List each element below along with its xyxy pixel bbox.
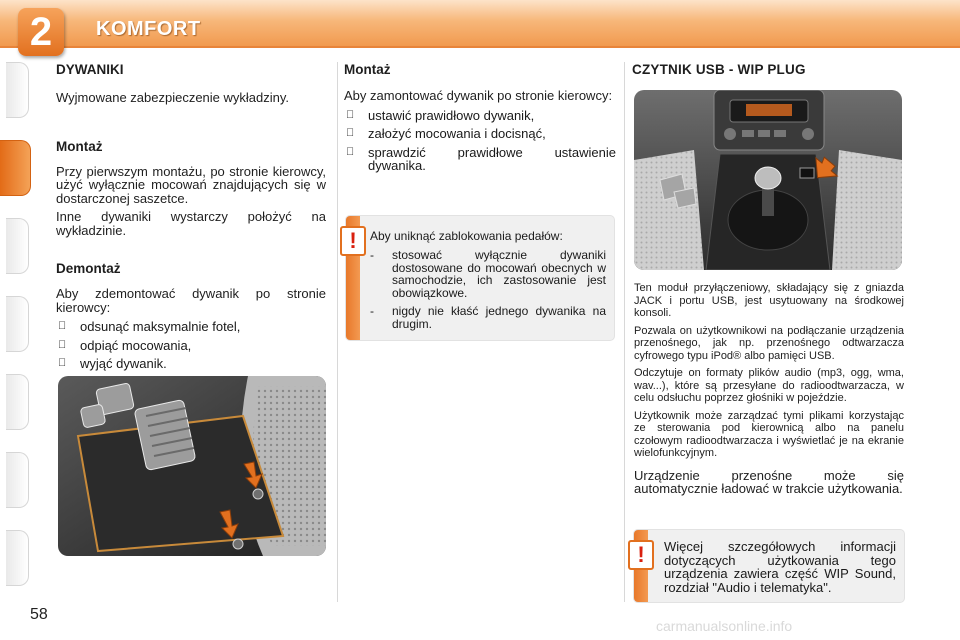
column-usb — [632, 58, 904, 77]
list-item: odpiąć mocowania, — [56, 339, 326, 353]
chapter-number-badge: 2 — [18, 8, 64, 56]
warning-content — [370, 230, 606, 330]
usb-text-block — [634, 282, 904, 496]
column-divider — [337, 62, 338, 602]
finger-bullet-icon — [346, 109, 354, 123]
page-number: 58 — [30, 606, 48, 623]
column-mats — [56, 58, 326, 376]
info-text: Więcej szczegółowych informacji dotyczących użytkowania tego urządzenia zawiera część WIP Sound, rozdział "Audio i telematyka". — [664, 539, 896, 595]
usb-paragraph: Pozwala on użytkownikowi na podłączanie urządzenia przenośnego, jak np. przenośnego odtwarzacza cyfrowego typu iPod® albo pamięci USB. — [634, 324, 904, 362]
finger-bullet-icon — [346, 146, 354, 160]
warning-exclamation-icon: ! — [628, 540, 654, 570]
chapter-tab-1[interactable] — [6, 62, 29, 118]
column-divider — [624, 62, 625, 602]
mount-paragraph-2: Inne dywaniki wystarczy położyć na wykładzinie. — [56, 209, 326, 238]
list-item: założyć mocowania i docisnąć, — [344, 127, 616, 141]
section-title-mount: Montaż — [56, 138, 103, 154]
pedal-warning-box — [346, 216, 614, 340]
column-mount — [344, 58, 616, 178]
floor-mat-photo — [58, 376, 326, 556]
page-header — [0, 0, 960, 54]
chapter-tab-2-active[interactable] — [0, 140, 31, 196]
section-title-mount-2: Montaż — [344, 62, 391, 77]
remove-steps — [56, 320, 326, 371]
section-title-mats: DYWANIKI — [56, 62, 124, 77]
chapter-tab-5[interactable] — [6, 374, 29, 430]
usb-paragraph: Ten moduł przyłączeniowy, składający się z gniazda JACK i portu USB, jest usytuowany na środkowej konsoli. — [634, 282, 904, 319]
chapter-title: KOMFORT — [96, 18, 201, 40]
usb-charging-note: Urządzenie przenośne może się automatycznie ładować w trakcie użytkowania. — [634, 467, 904, 496]
chapter-tab-6[interactable] — [6, 452, 29, 508]
watermark-text: carmanualsonline.info — [656, 618, 793, 634]
mount-paragraph: Przy pierwszym montażu, po stronie kierowcy, użyć wyłącznie mocowań znajdujących się w dostarczonej saszetce. — [56, 163, 326, 206]
usb-paragraph: Odczytuje on formaty plików audio (mp3, ogg, wma, wav...), które są przesyłane do radioodtwarzacza, w celu odsłuchu poprzez głośniki w pojeździe. — [634, 367, 904, 404]
usb-paragraph: Użytkownik może zarządzać tymi plikami korzystając ze sterowania pod kierownicą albo na panelu czołowym radioodtwarzacza i wyświetlać je na ekranie wielofunkcyjnym. — [634, 409, 904, 459]
warning-exclamation-icon: ! — [340, 226, 366, 256]
chapter-tab-strip — [0, 62, 34, 582]
chapter-tab-3[interactable] — [6, 218, 29, 274]
section-title-remove: Demontaż — [56, 261, 121, 276]
header-line — [0, 46, 960, 48]
chapter-tab-7[interactable] — [6, 530, 29, 586]
list-item: sprawdzić prawidłowe ustawienie dywanika. — [344, 146, 616, 173]
finger-bullet-icon — [58, 357, 66, 371]
section-title-usb: CZYTNIK USB - WIP PLUG — [632, 62, 806, 77]
list-item: wyjąć dywanik. — [56, 357, 326, 371]
list-item: ustawić prawidłowo dywanik, — [344, 109, 616, 123]
mats-intro: Wyjmowane zabezpieczenie wykładziny. — [56, 90, 290, 105]
chapter-tab-4[interactable] — [6, 296, 29, 352]
mount-steps — [344, 109, 616, 173]
list-item: odsunąć maksymalnie fotel, — [56, 320, 326, 334]
warning-list — [370, 249, 606, 330]
mount-intro: Aby zamontować dywanik po stronie kierowcy: — [344, 88, 613, 103]
wip-info-box — [634, 530, 904, 602]
list-item: - nigdy nie kłaść jednego dywanika na drugim. — [370, 304, 606, 331]
console-usb-photo — [634, 90, 902, 270]
center-console-illustration — [634, 90, 902, 270]
floor-mat-illustration — [58, 376, 326, 556]
finger-bullet-icon — [58, 339, 66, 353]
warning-intro: Aby uniknąć zablokowania pedałów: — [370, 229, 563, 243]
finger-bullet-icon — [58, 320, 66, 334]
finger-bullet-icon — [346, 127, 354, 141]
remove-intro: Aby zdemontować dywanik po stronie kierowcy: — [56, 286, 326, 315]
list-item: - stosować wyłącznie dywaniki dostosowane do mocowań obecnych w samochodzie, ich zastosowanie jest obowiązkowe. — [370, 248, 606, 300]
